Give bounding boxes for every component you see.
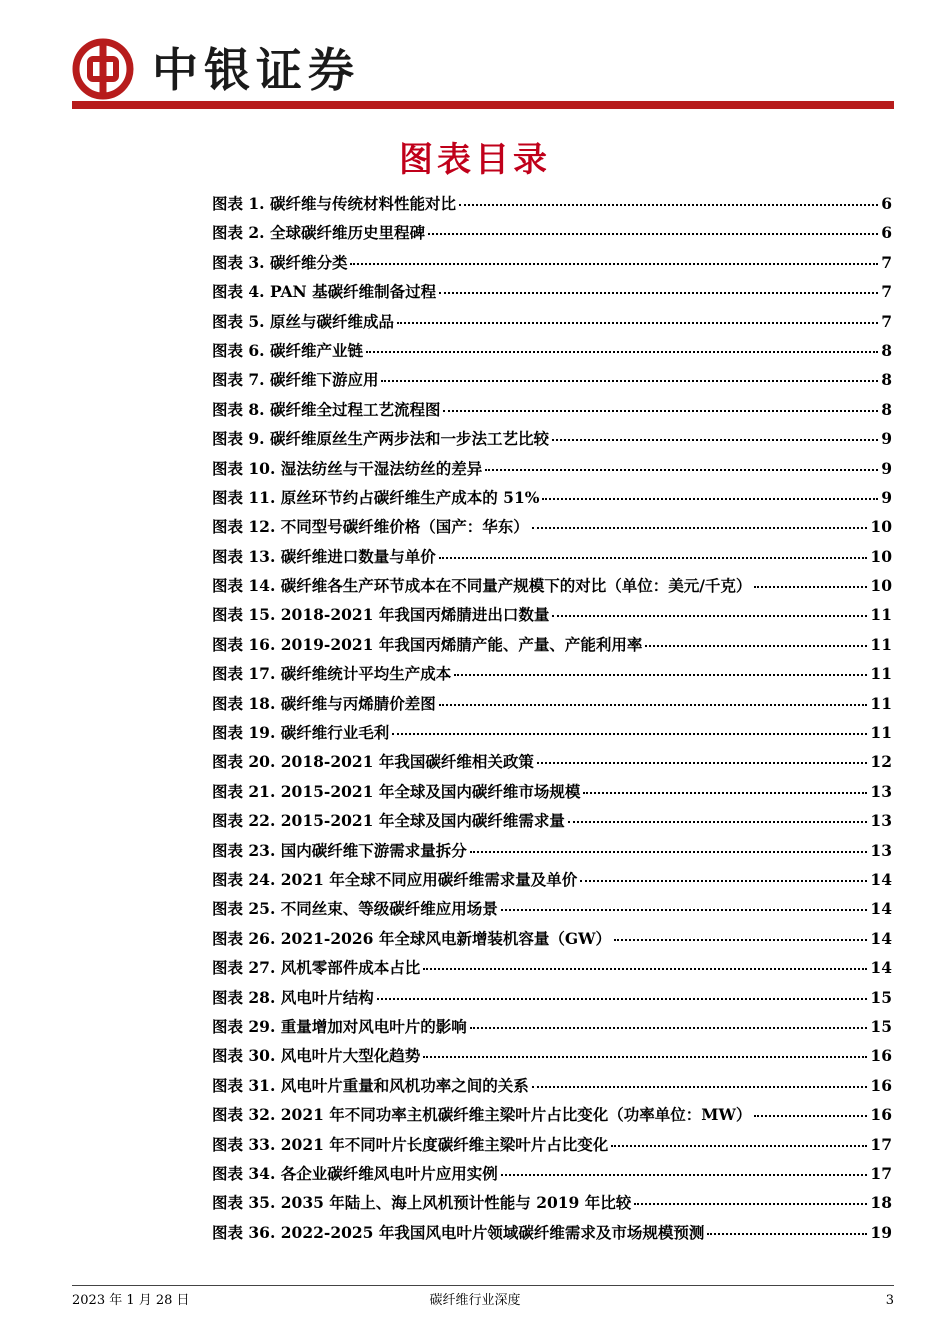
toc-leader-dots bbox=[439, 557, 868, 559]
toc-entry[interactable] bbox=[212, 662, 892, 691]
toc-leader-dots bbox=[532, 1086, 868, 1088]
toc-entry-page: 7 bbox=[881, 282, 892, 302]
toc-entry-page: 11 bbox=[870, 693, 892, 713]
toc-entry-label: 图表 5. 原丝与碳纤维成品 bbox=[212, 311, 394, 331]
toc-entry-page: 16 bbox=[870, 1075, 892, 1095]
toc-entry-page: 10 bbox=[870, 546, 892, 566]
toc-entry-page: 6 bbox=[881, 194, 892, 213]
toc-entry-label: 图表 17. 碳纤维统计平均生产成本 bbox=[212, 664, 452, 684]
toc-leader-dots bbox=[470, 1027, 868, 1029]
toc-entry-label: 图表 9. 碳纤维原丝生产两步法和一步法工艺比较 bbox=[212, 429, 549, 449]
toc-entry-page: 12 bbox=[870, 752, 892, 772]
toc-leader-dots bbox=[377, 998, 868, 1000]
toc-entry-page: 11 bbox=[870, 634, 892, 654]
toc-entry-page: 17 bbox=[870, 1134, 892, 1154]
toc-entry-page: 16 bbox=[870, 1105, 892, 1125]
toc-entry-label: 图表 28. 风电叶片结构 bbox=[212, 987, 374, 1007]
footer-rule bbox=[72, 1285, 894, 1286]
toc-entry-label: 图表 14. 碳纤维各生产环节成本在不同量产规模下的对比（单位：美元/千克） bbox=[212, 576, 752, 596]
toc-entry[interactable] bbox=[212, 603, 892, 632]
toc-entry-page: 8 bbox=[881, 399, 892, 419]
toc-entry-page: 16 bbox=[870, 1046, 892, 1066]
toc-leader-dots bbox=[634, 1203, 867, 1205]
toc-leader-dots bbox=[443, 410, 878, 412]
toc-leader-dots bbox=[537, 762, 868, 764]
toc-leader-dots bbox=[501, 1174, 868, 1176]
toc-leader-dots bbox=[532, 527, 868, 529]
toc-leader-dots bbox=[392, 733, 867, 735]
toc-leader-dots bbox=[470, 851, 868, 853]
toc-entry[interactable] bbox=[212, 986, 892, 1015]
toc-leader-dots bbox=[614, 939, 867, 941]
toc-entry-page: 11 bbox=[870, 664, 892, 684]
toc-entry-label: 图表 33. 2021 年不同叶片长度碳纤维主梁叶片占比变化 bbox=[212, 1134, 609, 1154]
toc-entry[interactable] bbox=[212, 574, 892, 603]
toc-entry-label: 图表 36. 2022-2025 年我国风电叶片领域碳纤维需求及市场规模预测 bbox=[212, 1222, 705, 1242]
toc-leader-dots bbox=[439, 292, 878, 294]
toc-entry[interactable] bbox=[212, 1162, 892, 1191]
toc-entry-page: 7 bbox=[881, 311, 892, 331]
toc-entry[interactable] bbox=[212, 1133, 892, 1162]
toc-entry-label: 图表 11. 原丝环节约占碳纤维生产成本的 51% bbox=[212, 487, 540, 507]
toc-leader-dots bbox=[568, 821, 868, 823]
toc-entry-page: 15 bbox=[870, 987, 892, 1007]
toc-entry-page: 11 bbox=[870, 723, 892, 743]
toc-entry-page: 9 bbox=[881, 487, 892, 507]
toc-leader-dots bbox=[580, 880, 867, 882]
toc-entry[interactable] bbox=[212, 310, 892, 339]
toc-leader-dots bbox=[583, 792, 867, 794]
toc-entry-page: 11 bbox=[870, 605, 892, 625]
toc-entry-label: 图表 8. 碳纤维全过程工艺流程图 bbox=[212, 399, 441, 419]
toc-entry[interactable] bbox=[212, 721, 892, 750]
toc-entry-label: 图表 2. 全球碳纤维历史里程碑 bbox=[212, 223, 425, 243]
toc-entry-page: 18 bbox=[870, 1193, 892, 1213]
toc-entry[interactable] bbox=[212, 897, 892, 926]
toc-leader-dots bbox=[552, 615, 867, 617]
toc-entry[interactable] bbox=[212, 545, 892, 574]
toc-leader-dots bbox=[707, 1233, 867, 1235]
toc-entry[interactable] bbox=[212, 1044, 892, 1073]
toc-entry-label: 图表 4. PAN 基碳纤维制备过程 bbox=[212, 282, 437, 302]
toc-entry[interactable] bbox=[212, 515, 892, 544]
toc-entry-page: 17 bbox=[870, 1163, 892, 1183]
toc-entry[interactable] bbox=[212, 839, 892, 868]
page-header bbox=[72, 36, 894, 108]
page-title: 图表目录 bbox=[399, 140, 551, 180]
toc-entry[interactable] bbox=[212, 1103, 892, 1132]
toc-leader-dots bbox=[501, 909, 868, 911]
toc-list bbox=[212, 192, 892, 1250]
toc-leader-dots bbox=[366, 351, 878, 353]
toc-entry-label: 图表 7. 碳纤维下游应用 bbox=[212, 370, 379, 390]
toc-leader-dots bbox=[754, 586, 867, 588]
toc-entry-label: 图表 31. 风电叶片重量和风机功率之间的关系 bbox=[212, 1075, 529, 1095]
toc-entry-page: 9 bbox=[881, 429, 892, 449]
toc-entry[interactable] bbox=[212, 633, 892, 662]
toc-entry-label: 图表 24. 2021 年全球不同应用碳纤维需求量及单价 bbox=[212, 869, 578, 889]
toc-entry-label: 图表 1. 碳纤维与传统材料性能对比 bbox=[212, 194, 456, 213]
toc-entry-label: 图表 6. 碳纤维产业链 bbox=[212, 340, 363, 360]
toc-entry-label: 图表 34. 各企业碳纤维风电叶片应用实例 bbox=[212, 1163, 498, 1183]
toc-entry[interactable] bbox=[212, 280, 892, 309]
toc-entry-page: 8 bbox=[881, 340, 892, 360]
toc-entry-label: 图表 26. 2021-2026 年全球风电新增装机容量（GW） bbox=[212, 928, 612, 948]
toc-leader-dots bbox=[542, 498, 878, 500]
toc-leader-dots bbox=[381, 380, 878, 382]
toc-entry-label: 图表 23. 国内碳纤维下游需求量拆分 bbox=[212, 840, 467, 860]
toc-entry-page: 10 bbox=[870, 517, 892, 537]
toc-entry-label: 图表 15. 2018-2021 年我国丙烯腈进出口数量 bbox=[212, 605, 550, 625]
toc-entry[interactable] bbox=[212, 750, 892, 779]
toc-entry-label: 图表 20. 2018-2021 年我国碳纤维相关政策 bbox=[212, 752, 534, 772]
toc-entry[interactable] bbox=[212, 486, 892, 515]
toc-entry[interactable] bbox=[212, 1015, 892, 1044]
toc-entry-label: 图表 16. 2019-2021 年我国丙烯腈产能、产量、产能利用率 bbox=[212, 634, 643, 654]
toc-entry[interactable] bbox=[212, 956, 892, 985]
toc-entry-label: 图表 32. 2021 年不同功率主机碳纤维主梁叶片占比变化（功率单位：MW） bbox=[212, 1105, 752, 1125]
toc-entry[interactable] bbox=[212, 398, 892, 427]
toc-leader-dots bbox=[423, 1056, 867, 1058]
toc-entry[interactable] bbox=[212, 1221, 892, 1250]
toc-entry[interactable] bbox=[212, 780, 892, 809]
toc-entry-page: 15 bbox=[870, 1016, 892, 1036]
toc-entry-page: 13 bbox=[870, 811, 892, 831]
toc-entry-label: 图表 12. 不同型号碳纤维价格（国产：华东） bbox=[212, 517, 529, 537]
toc-leader-dots bbox=[645, 645, 867, 647]
toc-leader-dots bbox=[485, 469, 878, 471]
toc-entry-page: 9 bbox=[881, 458, 892, 478]
toc-entry-label: 图表 35. 2035 年陆上、海上风机预计性能与 2019 年比较 bbox=[212, 1193, 632, 1213]
toc-entry-label: 图表 13. 碳纤维进口数量与单价 bbox=[212, 546, 436, 566]
toc-entry[interactable] bbox=[212, 221, 892, 250]
footer-date: 2023 年 1 月 28 日 bbox=[72, 1293, 190, 1308]
toc-leader-dots bbox=[454, 674, 867, 676]
boc-logo-icon bbox=[72, 38, 134, 100]
toc-entry-label: 图表 29. 重量增加对风电叶片的影响 bbox=[212, 1016, 467, 1036]
toc-entry-label: 图表 10. 湿法纺丝与干湿法纺丝的差异 bbox=[212, 458, 483, 478]
toc-entry[interactable] bbox=[212, 868, 892, 897]
toc-entry-page: 13 bbox=[870, 781, 892, 801]
toc-entry-label: 图表 18. 碳纤维与丙烯腈价差图 bbox=[212, 693, 436, 713]
toc-entry-label: 图表 3. 碳纤维分类 bbox=[212, 252, 348, 272]
toc-leader-dots bbox=[552, 439, 878, 441]
toc-entry-label: 图表 25. 不同丝束、等级碳纤维应用场景 bbox=[212, 899, 498, 919]
toc-entry[interactable] bbox=[212, 427, 892, 456]
toc-entry-page: 19 bbox=[870, 1222, 892, 1242]
toc-entry-page: 14 bbox=[870, 899, 892, 919]
toc-leader-dots bbox=[350, 263, 878, 265]
toc-entry[interactable] bbox=[212, 192, 892, 221]
toc-leader-dots bbox=[459, 204, 878, 206]
toc-entry[interactable] bbox=[212, 368, 892, 397]
toc-entry-page: 13 bbox=[870, 840, 892, 860]
toc-entry-page: 14 bbox=[870, 958, 892, 978]
toc-leader-dots bbox=[397, 322, 878, 324]
toc-entry[interactable] bbox=[212, 339, 892, 368]
toc-entry-label: 图表 30. 风电叶片大型化趋势 bbox=[212, 1046, 421, 1066]
toc-entry[interactable] bbox=[212, 457, 892, 486]
toc-entry-page: 6 bbox=[881, 223, 892, 243]
toc-leader-dots bbox=[754, 1115, 867, 1117]
toc-leader-dots bbox=[428, 233, 878, 235]
toc-entry[interactable] bbox=[212, 927, 892, 956]
toc-entry-page: 14 bbox=[870, 869, 892, 889]
toc-entry-page: 14 bbox=[870, 928, 892, 948]
toc-entry-page: 8 bbox=[881, 370, 892, 390]
toc-entry[interactable] bbox=[212, 692, 892, 721]
toc-entry-label: 图表 22. 2015-2021 年全球及国内碳纤维需求量 bbox=[212, 811, 565, 831]
header-rule bbox=[72, 101, 894, 109]
footer-doc-title: 碳纤维行业深度 bbox=[429, 1293, 521, 1308]
toc-leader-dots bbox=[423, 968, 867, 970]
brand-name: 中银证券 bbox=[152, 43, 360, 97]
toc-entry-label: 图表 19. 碳纤维行业毛利 bbox=[212, 723, 390, 743]
toc-entry[interactable] bbox=[212, 1074, 892, 1103]
toc-entry[interactable] bbox=[212, 809, 892, 838]
toc-entry[interactable] bbox=[212, 251, 892, 280]
toc-entry-page: 10 bbox=[870, 576, 892, 596]
toc-leader-dots bbox=[611, 1145, 867, 1147]
footer-page-number: 3 bbox=[885, 1293, 894, 1308]
toc-entry-page: 7 bbox=[881, 252, 892, 272]
toc-entry-label: 图表 21. 2015-2021 年全球及国内碳纤维市场规模 bbox=[212, 781, 581, 801]
toc-entry-label: 图表 27. 风机零部件成本占比 bbox=[212, 958, 421, 978]
toc-entry[interactable] bbox=[212, 1191, 892, 1220]
toc-leader-dots bbox=[439, 704, 868, 706]
